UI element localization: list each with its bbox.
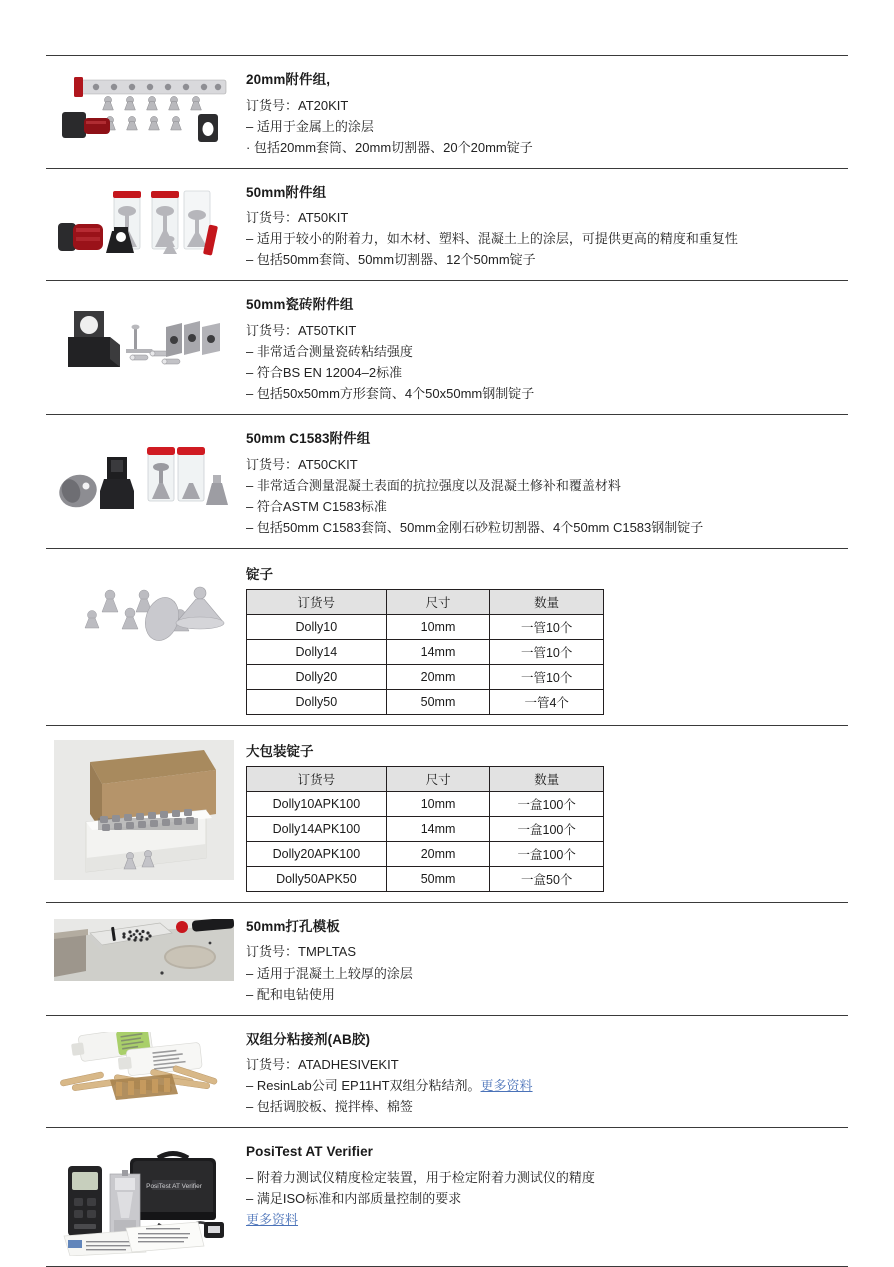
table-header-cell: 尺寸 — [386, 589, 490, 614]
table-cell: 20mm — [386, 841, 490, 866]
product-line: – 符合ASTM C1583标准 — [246, 498, 387, 514]
table-title-dollies: 锭子 — [246, 566, 273, 582]
table-cell: 一管4个 — [490, 689, 604, 714]
positest-at-verifier-photo — [54, 1144, 234, 1256]
product-row-at50tkit — [46, 280, 848, 414]
table-row — [247, 816, 604, 841]
table-cell: Dolly20APK100 — [247, 841, 387, 866]
table-cell: 一管10个 — [490, 664, 604, 689]
table-cell: 一管10个 — [490, 614, 604, 639]
product-line: – 满足ISO标准和内部质量控制的要求 — [246, 1190, 462, 1206]
product-line: – 包括50x50mm方形套筒、4个50x50mm钢制锭子 — [246, 386, 535, 402]
table-cell: Dolly20 — [247, 664, 387, 689]
svg-text:PosiTest AT Verifier: PosiTest AT Verifier — [146, 1183, 202, 1191]
product-line: – 包括调胶板、搅拌棒、棉签 — [246, 1099, 413, 1115]
product-details-tmpltas — [242, 915, 848, 1005]
table-cell: 一盒50个 — [490, 866, 604, 891]
product-line: 订货号：AT50CKIT — [246, 456, 358, 472]
table-row — [247, 639, 604, 664]
product-details-at50tkit — [242, 293, 848, 404]
product-line: 订货号：TMPLTAS — [246, 944, 357, 960]
product-details-verifier — [242, 1140, 848, 1230]
product-thumbnail-bulk-dollies — [46, 738, 242, 880]
50mm-drilling-template-photo — [54, 919, 234, 981]
product-thumbnail-dollies — [46, 561, 242, 643]
product-thumbnail-at20kit — [46, 68, 242, 150]
table-cell: Dolly10 — [247, 614, 387, 639]
table-header-cell: 尺寸 — [386, 766, 490, 791]
product-thumbnail-at50kit — [46, 181, 242, 265]
product-details-bulk-dollies — [242, 738, 848, 892]
product-thumbnail-at50ckit — [46, 427, 242, 519]
table-row — [247, 689, 604, 714]
table-cell: 14mm — [386, 816, 490, 841]
product-title: 50mm C1583附件组 — [246, 431, 371, 447]
product-line-adhesive — [246, 1075, 848, 1096]
table-row — [247, 866, 604, 891]
product-thumbnail-verifier — [46, 1140, 242, 1256]
product-title: PosiTest AT Verifier — [246, 1144, 374, 1160]
product-details-at50ckit — [242, 427, 848, 538]
more-info-link-adhesive[interactable]: 更多资料 — [480, 1078, 533, 1094]
product-line: – 附着力测试仪精度检定装置，用于检定附着力测试仪的精度 — [246, 1169, 595, 1185]
table-cell: 50mm — [386, 689, 490, 714]
50mm-accessory-kit-photo — [54, 185, 234, 265]
product-row-at50ckit — [46, 414, 848, 548]
product-line: – 包括50mm C1583套筒、50mm金刚石砂粒切割器、4个50mm C1583钢制锭子 — [246, 519, 704, 535]
table-cell: Dolly10APK100 — [247, 791, 387, 816]
two-part-adhesive-photo — [54, 1032, 234, 1102]
product-title: 50mm打孔模板 — [246, 918, 340, 934]
product-details-at20kit — [242, 68, 848, 158]
table-cell: 20mm — [386, 664, 490, 689]
product-line: 订货号：AT50TKIT — [246, 322, 357, 338]
table-header-row — [247, 589, 604, 614]
table-cell: 一管10个 — [490, 639, 604, 664]
table-cell: Dolly50APK50 — [247, 866, 387, 891]
more-info-link-verifier[interactable]: 更多资料 — [246, 1211, 299, 1227]
product-thumbnail-tmpltas — [46, 915, 242, 981]
product-row-bulk-dollies — [46, 725, 848, 902]
product-thumbnail-at50tkit — [46, 293, 242, 377]
table-row — [247, 664, 604, 689]
dollies-table — [246, 589, 604, 715]
table-cell: Dolly50 — [247, 689, 387, 714]
product-title: 20mm附件组, — [246, 72, 331, 87]
dollies-photo — [54, 565, 234, 643]
table-header-row — [247, 766, 604, 791]
table-row — [247, 614, 604, 639]
table-cell: Dolly14 — [247, 639, 387, 664]
table-cell: 一盒100个 — [490, 791, 604, 816]
table-cell: 10mm — [386, 791, 490, 816]
product-line: 订货号：AT20KIT — [246, 97, 349, 113]
50mm-tile-accessory-kit-photo — [54, 297, 234, 377]
product-details-dollies — [242, 561, 848, 715]
table-header-cell: 订货号 — [247, 589, 387, 614]
product-details-at50kit — [242, 181, 848, 271]
product-title: 50mm附件组 — [246, 184, 327, 200]
table-cell: 一盒100个 — [490, 816, 604, 841]
table-header-cell: 数量 — [490, 589, 604, 614]
product-row-dollies — [46, 548, 848, 725]
product-line: – 符合BS EN 12004–2标准 — [246, 365, 403, 381]
20mm-accessory-kit-photo — [54, 72, 234, 150]
50mm-c1583-accessory-kit-photo — [54, 431, 234, 519]
product-line: – 适用于金属上的涂层 — [246, 118, 374, 134]
product-line: · 包括20mm套筒、20mm切割器、20个20mm锭子 — [246, 139, 533, 155]
product-row-at20kit — [46, 55, 848, 168]
product-line: 订货号：AT50KIT — [246, 210, 349, 226]
table-cell: 14mm — [386, 639, 490, 664]
table-header-cell: 订货号 — [247, 766, 387, 791]
product-title: 50mm瓷砖附件组 — [246, 297, 354, 313]
bulk-dollies-table — [246, 766, 604, 892]
bulk-dollies-box-photo — [54, 740, 234, 880]
product-line-link — [246, 1209, 848, 1230]
product-line: – 适用于较小的附着力，如木材、塑料、混凝土上的涂层，可提供更高的精度和重复性 — [246, 231, 738, 247]
product-details-atadhesivekit — [242, 1028, 848, 1118]
product-line: – 适用于混凝土上较厚的涂层 — [246, 965, 413, 981]
product-line: – 非常适合测量混凝土表面的抗拉强度以及混凝土修补和覆盖材料 — [246, 477, 621, 493]
product-title: 双组分粘接剂(AB胶) — [246, 1031, 371, 1047]
table-cell: 10mm — [386, 614, 490, 639]
table-title-bulk-dollies: 大包装锭子 — [246, 743, 314, 759]
table-row — [247, 841, 604, 866]
product-line: – 包括50mm套筒、50mm切割器、12个50mm锭子 — [246, 252, 536, 268]
product-thumbnail-atadhesivekit — [46, 1028, 242, 1102]
product-line: 订货号：ATADHESIVEKIT — [246, 1057, 399, 1073]
product-row-at50kit — [46, 168, 848, 281]
product-line: – 配和电钻使用 — [246, 986, 335, 1002]
product-line: – 非常适合测量瓷砖粘结强度 — [246, 344, 413, 360]
table-row — [247, 791, 604, 816]
product-row-atadhesivekit — [46, 1015, 848, 1128]
table-cell: 50mm — [386, 866, 490, 891]
table-cell: 一盒100个 — [490, 841, 604, 866]
product-row-verifier — [46, 1127, 848, 1267]
table-cell: Dolly14APK100 — [247, 816, 387, 841]
table-header-cell: 数量 — [490, 766, 604, 791]
product-row-tmpltas — [46, 902, 848, 1015]
adhesive-description: – ResinLab公司 EP11HT双组分粘结剂。 — [246, 1078, 481, 1094]
